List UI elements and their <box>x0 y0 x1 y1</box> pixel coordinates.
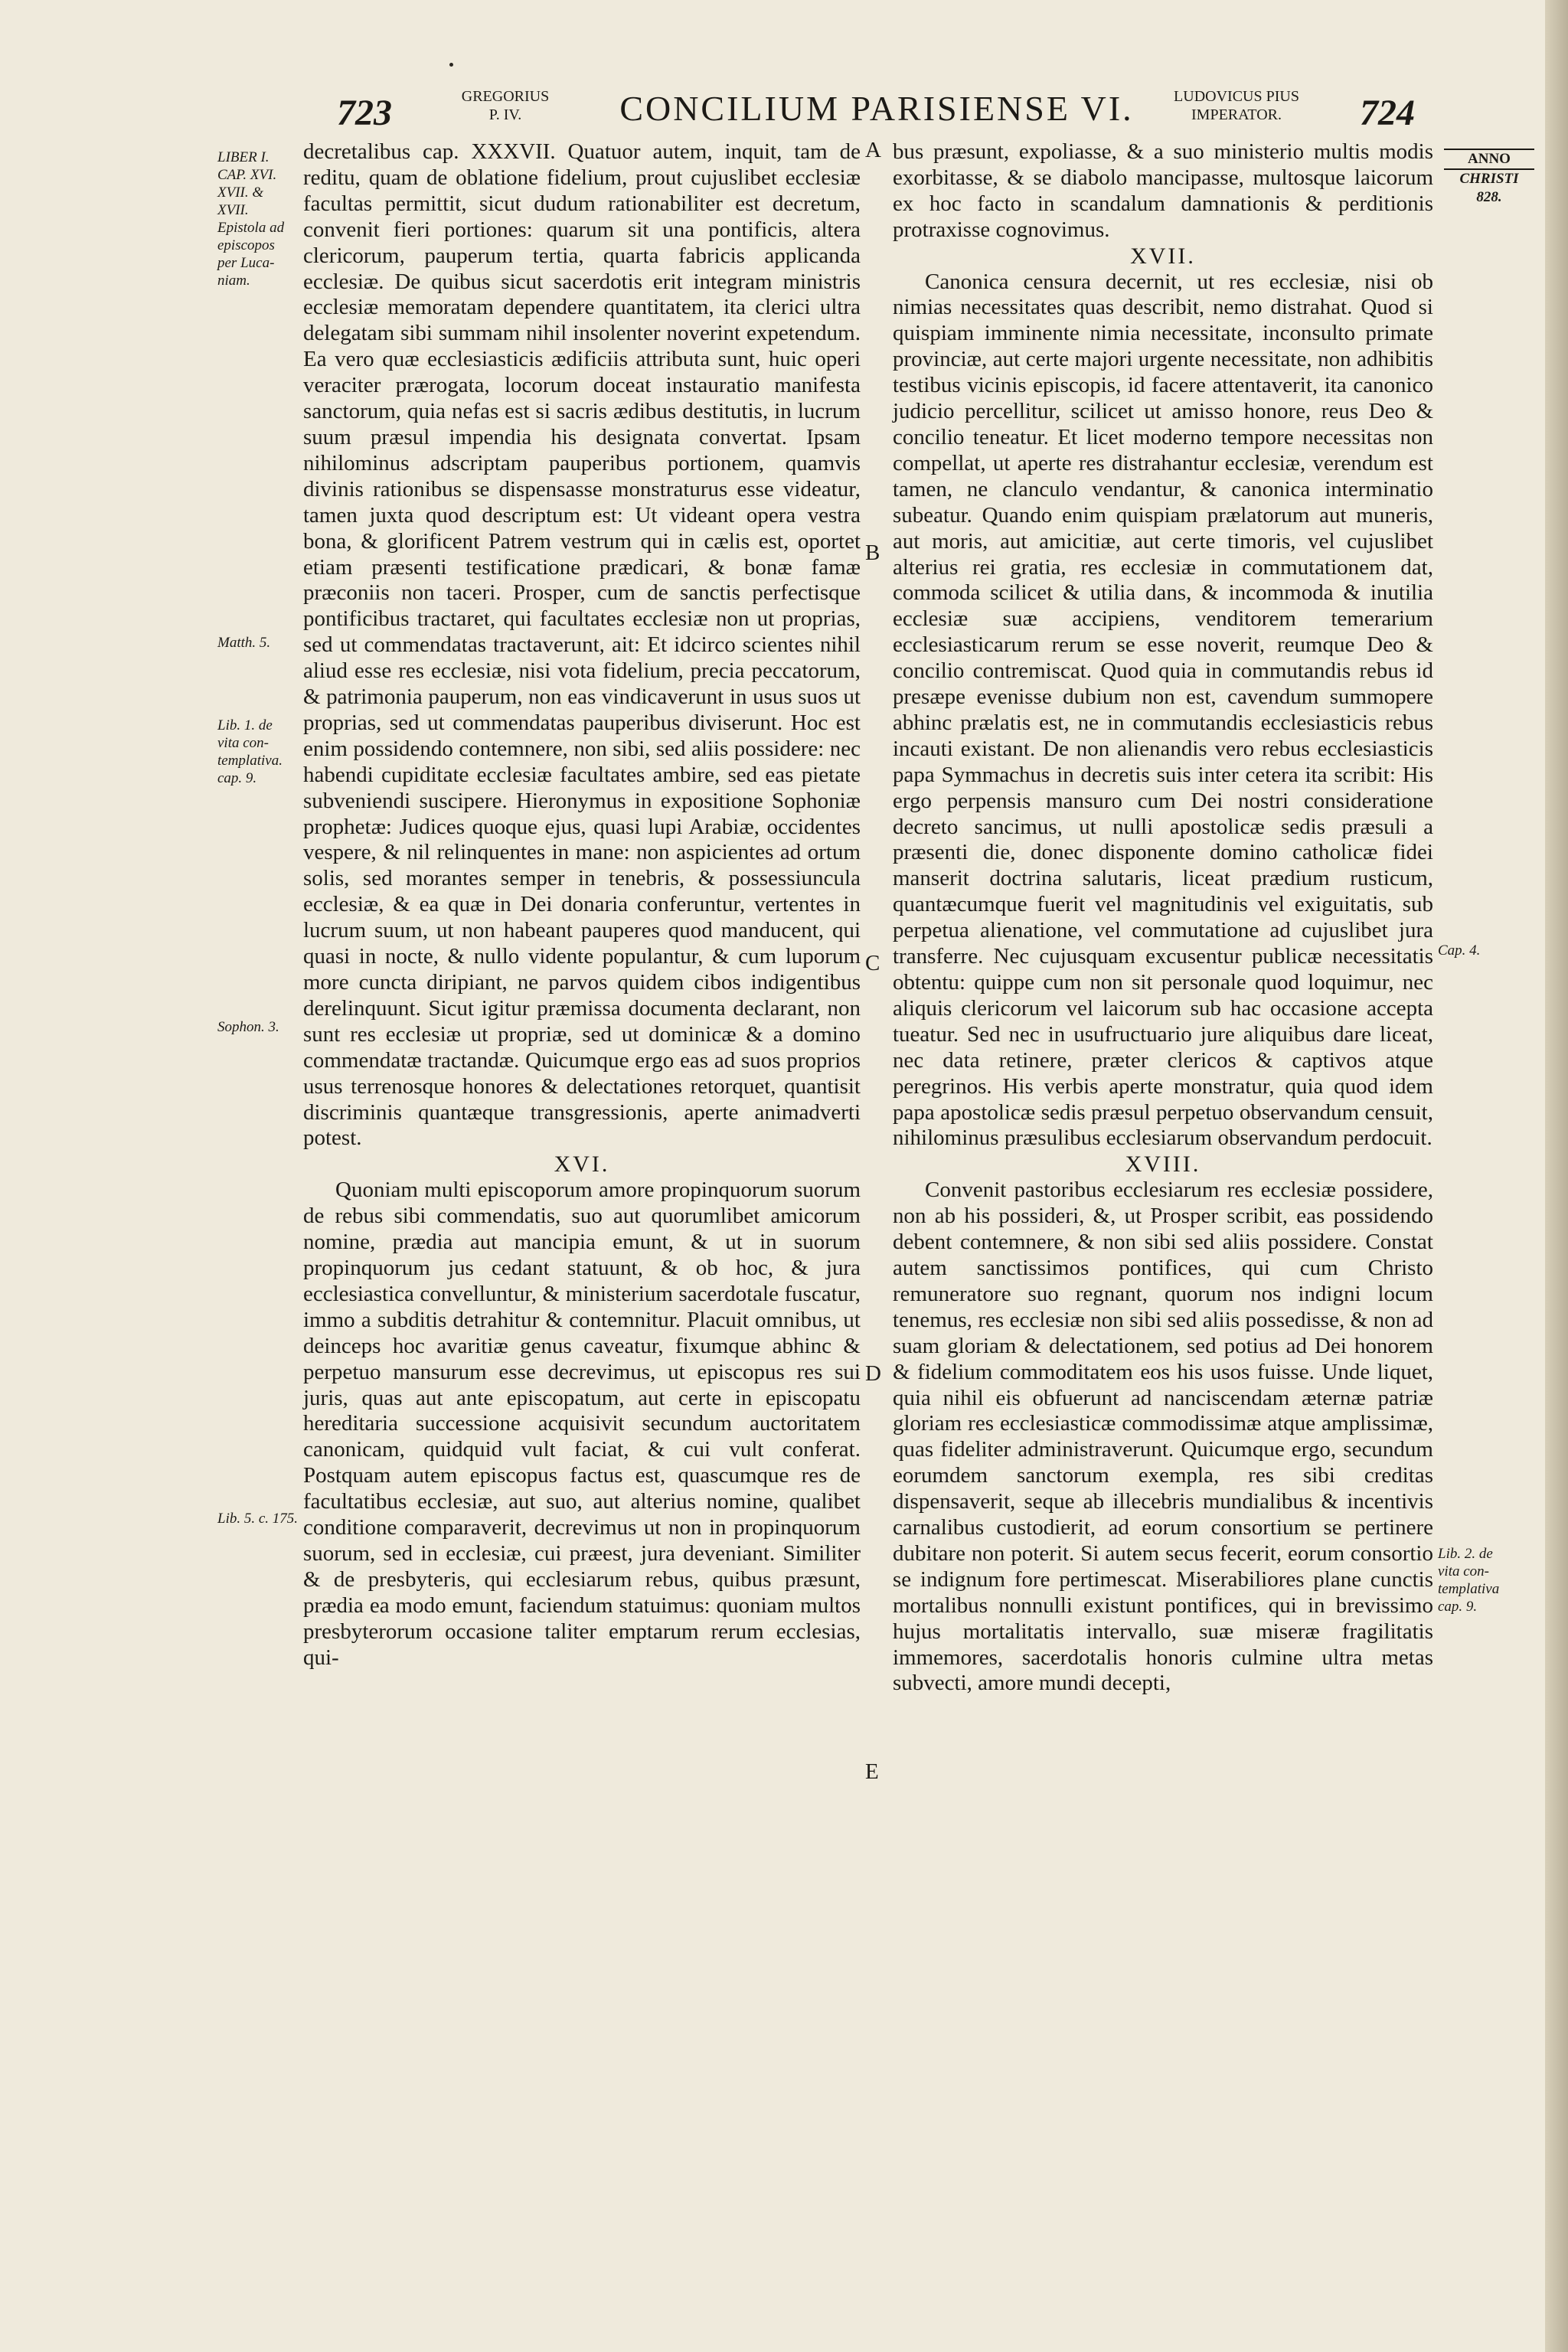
running-head-left: GREGORIUS P. IV. <box>461 88 550 123</box>
margin-note-left-4: Sophon. 3. <box>217 1019 279 1035</box>
paragraph: bus præsunt, expoliasse, & a suo ministerio multis modis exorbitasse, & se diabolo mancipasse, multosque laicorum ex hoc facto in scandalum damnationis & perditionis protraxisse cognovimus. <box>893 139 1433 242</box>
paragraph: Canonica censura decernit, ut res ecclesiæ, nisi ob nimias necessitates quas describit, nemo distrahat. Quod si quispiam imminente nimia necessitate, inconsulto primate provinciæ, aut certe majori urgente necessitate, non adhibitis testibus vicinis episcopis, id facere attentaverit, ita canonico judicio percellitur, scilicet ut amisso honore, reus Deo & concilio teneatur. Et licet moderno tempore necessitas non compellat, ut aperte res distrahantur ecclesiæ, verendum est tamen, ne clanculo vendantur, & canonica interminatio subeatur. Quando enim quispiam prælatorum aut muneris, aut moris, aut amicitiæ, aut certe timoris, vel cujuslibet alterius rei gratia, res ecclesiæ in commutationem dat, commoda scilicet & utilia dans, & incommoda & inutilia ecclesiæ suæ accipiens, venditorem temerarium ecclesiasticarum rerum se esse noverit, reumque Deo & concilio contremiscat. Quod quia in commutandis rebus id presæpe evenisse dubium non est, cavendum summopere abhinc prælatis est, ne in commutandis ecclesiasticis rebus incauti existant. De non alienandis vero rebus ecclesiasticis papa Symmachus in decretis suis inter cetera ita scribit: His ergo perpensis mansuro cum Dei nostri consideratione decreto sancimus, ut nulli apostolicæ sedis præsuli a præsenti die, donec disponente domino catholicæ fidei manserit doctrina salutaris, liceat prædium rusticum, quantæcumque fuerit vel magnitudinis vel exiguitatis, sub perpetua alienatione, vel commutatione ad cujuslibet jura transferre. Nec cujusquam excusentur publicæ necessitatis obtentu: quippe cum non sit personale quod loquimur, nec aliquis clericorum vel laicorum sub hac occasione accepta tueatur. Sed nec in usufructuario jure aliquibus dare liceat, nec data retinere, præter clericos & captivos atque peregrinos. His verbis aperte monstratur, quia quod idem papa apostolicæ sedis præsul perpetuo observandum censuit, nihilominus præsulibus ecclesiarum observandum perdocuit. <box>893 269 1433 1151</box>
section-heading: XVI. <box>554 1152 610 1178</box>
left-column <box>303 139 861 1671</box>
ink-speck <box>449 63 453 67</box>
section-heading: XVII. <box>1130 243 1196 269</box>
paragraph: Convenit pastoribus ecclesiarum res ecclesiæ possidere, non ab his possideri, &, ut Prosper scribit, eas possidendo debent contemnere, & non sibi sed aliis possidere. Constat autem sanctissimos pontifices, qui cum Christo remuneratore suo regnant, quorum nos indigni locum tenemus, res ecclesiæ non sibi sed aliis possedisse, & non ad suam gloriam & delectationem, sed potius ad Dei honorem & fidelium commoditatem eos his usos fuisse. Unde liquet, quia nihil eis obfuerunt ad nanciscendam æternæ patriæ gloriam res ecclesiasticæ commodissimæ atque amplissimæ, quas fideliter administraverunt. Quicumque ergo, secundum eorumdem sanctorum exempla, res sibi creditas dispensaverit, seque ab illecebris mundialibus & incentivis carnalibus custodierit, ad eorum consortium se pertinere dubitare non poterit. Si autem secus fecerit, eorum consortio se indignum fore pertimescat. Miserabiliores plane cunctis mortalibus nonnulli existunt pontifices, qui in brevissimo hujus mortalitatis intervallo, suæ miseræ fragilitatis immemores, sacerdotalis honoris culmine ultra metas subvecti, amore mundi decepti, <box>893 1178 1433 1696</box>
margin-note-left-5: Lib. 5. c. 175. <box>217 1511 299 1527</box>
margin-note-left-2: Matth. 5. <box>217 635 271 651</box>
section-letter-d: D <box>865 1361 881 1386</box>
page-title: CONCILIUM PARISIENSE VI. <box>619 89 1134 128</box>
paragraph: Quoniam multi episcoporum amore propinquorum suorum de rebus sibi commendatis, suo aut quorumlibet amicorum nomine, prædia aut mancipia emunt, & ut in suorum propinquorum jus cedant statuunt, & ob hoc, & jura ecclesiastica convelluntur, & ministerium sacerdotale fuscatur, immo a subditis detrahitur & contemnitur. Placuit omnibus, ut deinceps hoc avaritiæ genus caveatur, fixumque abhinc & perpetuo mansurum esse decrevimus, ut episcopus res sui juris, quas aut ante episcopatum, aut certe in episcopatu hereditaria successione acquisivit secundum auctoritatem canonicam, quidquid vult faciat, & cui vult conferat. Postquam autem episcopus factus est, quascumque res de facultatibus ecclesiæ, aut suo, aut alterius nomine, qualibet conditione comparaverit, decrevimus ut non in propinquorum suorum, sed in ecclesiæ, cui præest, jura deveniant. Similiter & de presbyteris, qui ecclesiarum rebus, quibus præsunt, prædia ea modo emunt, faciendum statuimus: quoniam multos presbyterorum occasione taliter emptarum rerum ecclesias, qui- <box>303 1178 861 1670</box>
adjacent-page-edge <box>1545 0 1568 2352</box>
section-heading: XVIII. <box>1125 1152 1201 1178</box>
page-number-left: 723 <box>337 93 392 133</box>
section-letter-b: B <box>865 541 880 565</box>
year-marginal: ANNO CHRISTI 828. <box>1444 149 1534 207</box>
margin-note-right-2: Lib. 2. de vita con- templativa cap. 9. <box>1438 1546 1500 1615</box>
section-letter-e: E <box>865 1759 879 1784</box>
right-column <box>893 139 1433 1697</box>
margin-note-left-1: LIBER I. CAP. XVI. XVII. & XVII. Epistola ad episcopos per Luca- niam. <box>217 149 285 289</box>
page-number-right: 724 <box>1360 93 1415 133</box>
margin-note-left-3: Lib. 1. de vita con- templativa. cap. 9. <box>217 717 283 786</box>
running-head-right: LUDOVICUS PIUS IMPERATOR. <box>1174 88 1299 123</box>
paragraph: decretalibus cap. XXXVII. Quatuor autem, inquit, tam de reditu, quam de oblatione fidelium, prout cujuslibet ecclesiæ facultas permittit, sicut dudum rationabiliter est decretum, convenit fieri portiones: quarum sit una pontificis, altera clericorum, pauperum tertia, quarta fabricis applicanda ecclesiæ. De quibus sicut sacerdotis erit integram ministris ecclesiæ memoratam dependere quantitatem, ita clerici ultra delegatam sibi summam nihil insolenter noverint expetendum. Ea vero quæ ecclesiasticis ædificiis attributa sunt, huic operi veraciter prærogata, locorum doceat instauratio manifesta sanctorum, quia nefas est si sacris ædibus destitutis, in lucrum suum præsul impendia his designata convertat. Ipsam nihilominus adscriptam pauperibus portionem, quamvis divinis rationibus se dispensasse monstraturus esse videatur, tamen juxta quod descriptum est: Ut videant opera vestra bona, & glorificent Patrem vestrum qui in cælis est, oportet etiam præsenti testificatione prædicari, & bonæ famæ præconiis non taceri. Prosper, cum de sanctis perfectisque pontificibus tractaret, qui facultates ecclesiæ non ut proprias, sed ut commendatas tractaverunt, ait: Et idcirco scientes nihil aliud esse res ecclesiæ, nisi vota fidelium, precia peccatorum, & patrimonia pauperum, non eas vindicaverunt in usus suos ut proprias, sed ut commendatas pauperibus diviserunt. Hoc est enim possidendo contemnere, non sibi, sed aliis possidere: nec habendi cupiditate ecclesiæ facultates ambire, sed eas pietate subveniendi suscipere. Hieronymus in expositione Sophoniæ prophetæ: Judices quoque ejus, quasi lupi Arabiæ, occidentes vespere, & nil relinquentes in mane: non aspicientes ad ortum solis, sed morantes semper in tenebris, & possessiuncula ecclesiæ, & ea quæ in Dei donaria conferuntur, vertentes in lucrum suum, ut non habeant pauperes quod manducent, qui quasi in nocte, & nullo vidente populantur, & cum luporum more cuncta diripiant, ne parvos quidem cibos indigentibus derelinquunt. Sicut igitur præmissa documenta declarant, non sunt res ecclesiæ ut propriæ, sed ut dominicæ & a domino commendatæ tractandæ. Quicumque ergo eas ad suos proprios usus terrenosque honores & delectationes retorquet, quantisit discriminis quantæque transgressionis, aperte animadverti potest. <box>303 139 861 1151</box>
section-letter-a: A <box>865 138 881 162</box>
section-letter-c: C <box>865 951 880 975</box>
margin-note-right-1: Cap. 4. <box>1438 942 1481 959</box>
